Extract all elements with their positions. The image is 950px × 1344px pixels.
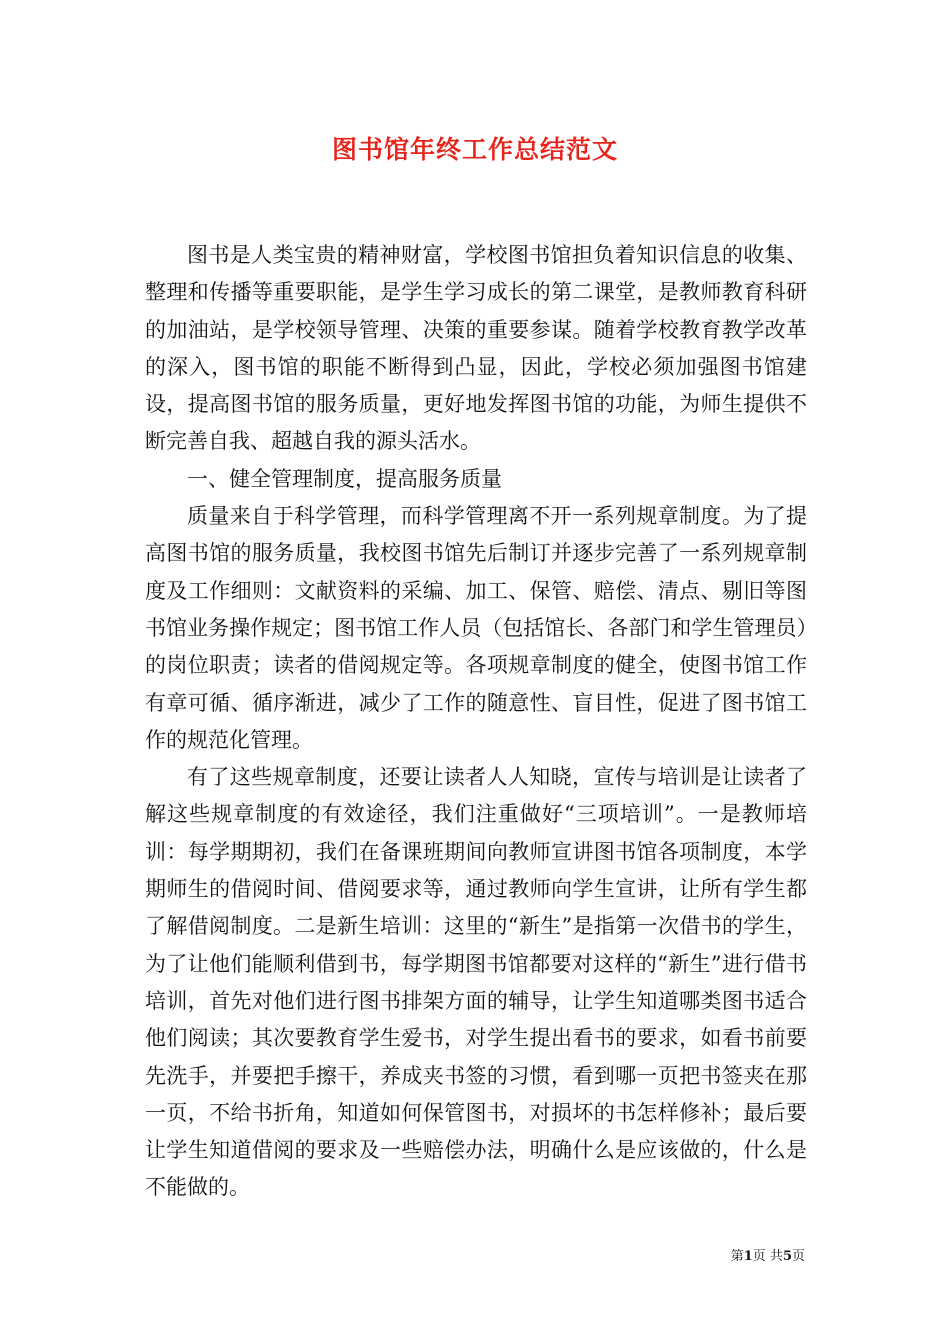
footer-prefix: 第 xyxy=(730,1249,744,1264)
section-heading-1: 一、健全管理制度，提高服务质量 xyxy=(187,466,502,491)
paragraph-intro: 图书是人类宝贵的精神财富，学校图书馆担负着知识信息的收集、整理和传播等重要职能，是学生学习成长的第二课堂，是教师教育科研的加油站，是学校领导管理、决策的重要参谋。随着学校教育教学改革的深入，图书馆的职能不断得到凸显，因此，学校必须加强图书馆建设，提高图书馆的服务质量，更好地发挥图书馆的功能，为师生提供不断完善自我、超越自我的源头活水。 xyxy=(145,243,807,454)
footer-suffix: 页 xyxy=(791,1249,805,1264)
current-page-number: 1 xyxy=(743,1249,753,1264)
footer-middle: 页 共 xyxy=(752,1249,783,1264)
total-pages-number: 5 xyxy=(782,1249,792,1264)
paragraph-management: 质量来自于科学管理，而科学管理离不开一系列规章制度。为了提高图书馆的服务质量，我校图书馆先后制订并逐步完善了一系列规章制度及工作细则：文献资料的采编、加工、保管、赔偿、清点、剔旧等图书馆业务操作规定；图书馆工作人员（包括馆长、各部门和学生管理员）的岗位职责；读者的借阅规定等。各项规章制度的健全，使图书馆工作有章可循、循序渐进，减少了工作的随意性、盲目性，促进了图书馆工作的规范化管理。 xyxy=(145,504,807,752)
page-number-footer xyxy=(731,1248,805,1266)
document-title: 图书馆年终工作总结范文 xyxy=(331,135,618,164)
document-body xyxy=(145,237,807,1207)
paragraph-training: 有了这些规章制度，还要让读者人人知晓，宣传与培训是让读者了解这些规章制度的有效途径，我们注重做好“三项培训”。一是教师培训：每学期期初，我们在备课班期间向教师宣讲图书馆各项制度，本学期师生的借阅时间、借阅要求等，通过教师向学生宣讲，让所有学生都了解借阅制度。二是新生培训：这里的“新生”是指第一次借书的学生，为了让他们能顺利借到书，每学期图书馆都要对这样的“新生”进行借书培训，首先对他们进行图书排架方面的辅导，让学生知道哪类图书适合他们阅读；其次要教育学生爱书，对学生提出看书的要求，如看书前要先洗手，并要把手擦干，养成夹书签的习惯，看到哪一页把书签夹在那一页，不给书折角，知道如何保管图书，对损坏的书怎样修补；最后要让学生知道借阅的要求及一些赔偿办法，明确什么是应该做的，什么是不能做的。 xyxy=(145,765,807,1200)
